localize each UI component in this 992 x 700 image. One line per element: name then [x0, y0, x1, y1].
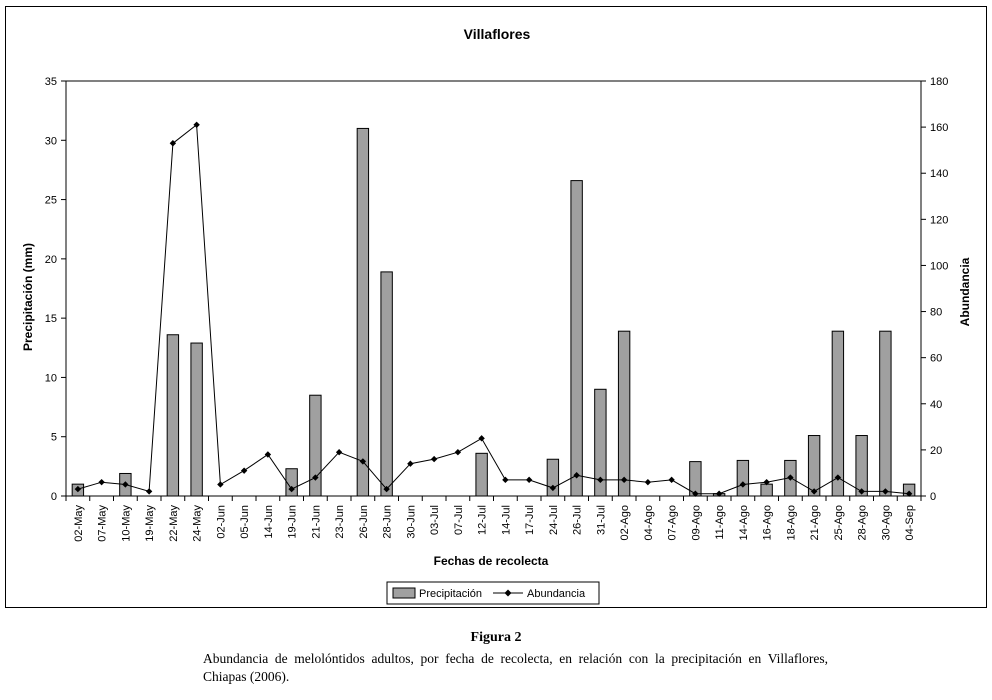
bar-precipitacion: [571, 181, 582, 496]
x-tick-label: 31-Jul: [595, 505, 608, 535]
x-tick-label: 05-Jun: [239, 505, 252, 539]
point-abundancia: [668, 477, 674, 483]
x-tick-label: 14-Ago: [737, 505, 750, 541]
point-abundancia: [146, 488, 152, 494]
x-tick-label: 04-Ago: [642, 505, 655, 541]
point-abundancia: [645, 479, 651, 485]
bar-precipitacion: [618, 331, 629, 496]
plot-area: [45, 76, 949, 542]
y-right-tick-label: 0: [930, 491, 937, 503]
legend: [387, 582, 599, 604]
point-abundancia: [265, 451, 271, 457]
point-abundancia: [241, 467, 247, 473]
y-right-tick-label: 160: [930, 122, 949, 135]
x-tick-label: 30-Ago: [880, 505, 893, 541]
x-tick-label: 07-Ago: [666, 505, 679, 541]
x-tick-label: 26-Jun: [357, 505, 370, 539]
point-abundancia: [478, 435, 484, 441]
figure-label: Figura 2: [470, 630, 522, 645]
y-left-tick-label: 20: [44, 253, 57, 266]
x-tick-label: 09-Ago: [690, 505, 703, 541]
y-left-tick-label: 25: [44, 194, 57, 207]
x-tick-label: 16-Ago: [761, 505, 774, 541]
x-tick-label: 07-May: [96, 505, 109, 542]
x-tick-label: 12-Jul: [476, 505, 489, 535]
bar-precipitacion: [310, 395, 321, 496]
x-axis-title: Fechas de recolecta: [433, 554, 549, 568]
x-tick-label: 26-Jul: [571, 505, 584, 535]
x-tick-label: 02-May: [72, 505, 85, 542]
legend-label-precipitacion: Precipitación: [419, 588, 482, 600]
y-right-tick-label: 20: [930, 444, 943, 457]
y-right-tick-label: 40: [930, 398, 943, 411]
x-tick-label: 19-May: [144, 505, 157, 542]
bar-precipitacion: [191, 343, 202, 496]
y-left-tick-label: 5: [50, 431, 57, 444]
y-left-tick-label: 0: [50, 491, 57, 503]
y-right-tick-label: 140: [930, 168, 949, 181]
x-tick-label: 21-Jun: [310, 505, 323, 539]
x-tick-label: 22-May: [167, 505, 180, 542]
y-left-tick-label: 35: [44, 76, 57, 88]
bar-precipitacion: [880, 331, 891, 496]
x-tick-label: 17-Jul: [524, 505, 537, 535]
x-tick-label: 02-Jun: [215, 505, 228, 539]
point-abundancia: [502, 477, 508, 483]
bar-precipitacion: [476, 453, 487, 496]
point-abundancia: [455, 449, 461, 455]
x-tick-label: 24-Jul: [547, 505, 560, 535]
point-abundancia: [217, 481, 223, 487]
bar-precipitacion: [357, 128, 368, 496]
x-tick-label: 04-Sep: [904, 505, 917, 541]
x-tick-label: 25-Ago: [832, 505, 845, 541]
chart-svg: [6, 7, 988, 609]
chart-title: Villaflores: [463, 26, 531, 42]
y-right-tick-label: 100: [930, 260, 949, 273]
x-tick-label: 03-Jul: [429, 505, 442, 535]
x-tick-label: 14-Jul: [500, 505, 513, 535]
y-axis-right-title: Abundancia: [958, 257, 972, 327]
y-left-tick-label: 10: [44, 372, 57, 385]
bar-precipitacion: [856, 436, 867, 496]
figure-caption: Abundancia de melolóntidos adultos, por fecha de recolecta, en relación con la precipitación en Villaflores, Chiapas (2006).: [203, 651, 828, 684]
bar-precipitacion: [832, 331, 843, 496]
x-tick-label: 24-May: [191, 505, 204, 542]
y-left-tick-label: 15: [44, 313, 57, 326]
x-tick-label: 18-Ago: [785, 505, 798, 541]
point-abundancia: [98, 479, 104, 485]
y-right-tick-label: 180: [930, 76, 949, 88]
bar-precipitacion: [381, 272, 392, 496]
x-tick-label: 23-Jun: [334, 505, 347, 539]
chart-frame: [5, 6, 987, 608]
legend-swatch-precipitacion: [393, 588, 415, 598]
y-right-tick-label: 120: [930, 214, 949, 227]
x-tick-label: 10-May: [120, 505, 133, 542]
y-left-tick-label: 30: [44, 135, 57, 148]
x-tick-label: 30-Jun: [405, 505, 418, 539]
y-right-tick-label: 60: [930, 352, 943, 365]
legend-label-abundancia: Abundancia: [527, 588, 586, 600]
bar-precipitacion: [761, 484, 772, 496]
x-tick-label: 11-Ago: [714, 505, 727, 540]
x-tick-label: 02-Ago: [619, 505, 632, 541]
bar-precipitacion: [737, 460, 748, 496]
y-right-tick-label: 80: [930, 306, 943, 319]
x-tick-label: 19-Jun: [286, 505, 299, 539]
x-tick-label: 14-Jun: [262, 505, 275, 539]
point-abundancia: [526, 477, 532, 483]
bar-precipitacion: [167, 335, 178, 496]
x-tick-label: 07-Jul: [452, 505, 465, 535]
x-tick-label: 28-Jun: [381, 505, 394, 539]
bar-precipitacion: [808, 436, 819, 496]
point-abundancia: [431, 456, 437, 462]
x-tick-label: 21-Ago: [809, 505, 822, 541]
y-axis-left-title: Precipitación (mm): [21, 242, 35, 352]
x-tick-label: 28-Ago: [856, 505, 869, 541]
